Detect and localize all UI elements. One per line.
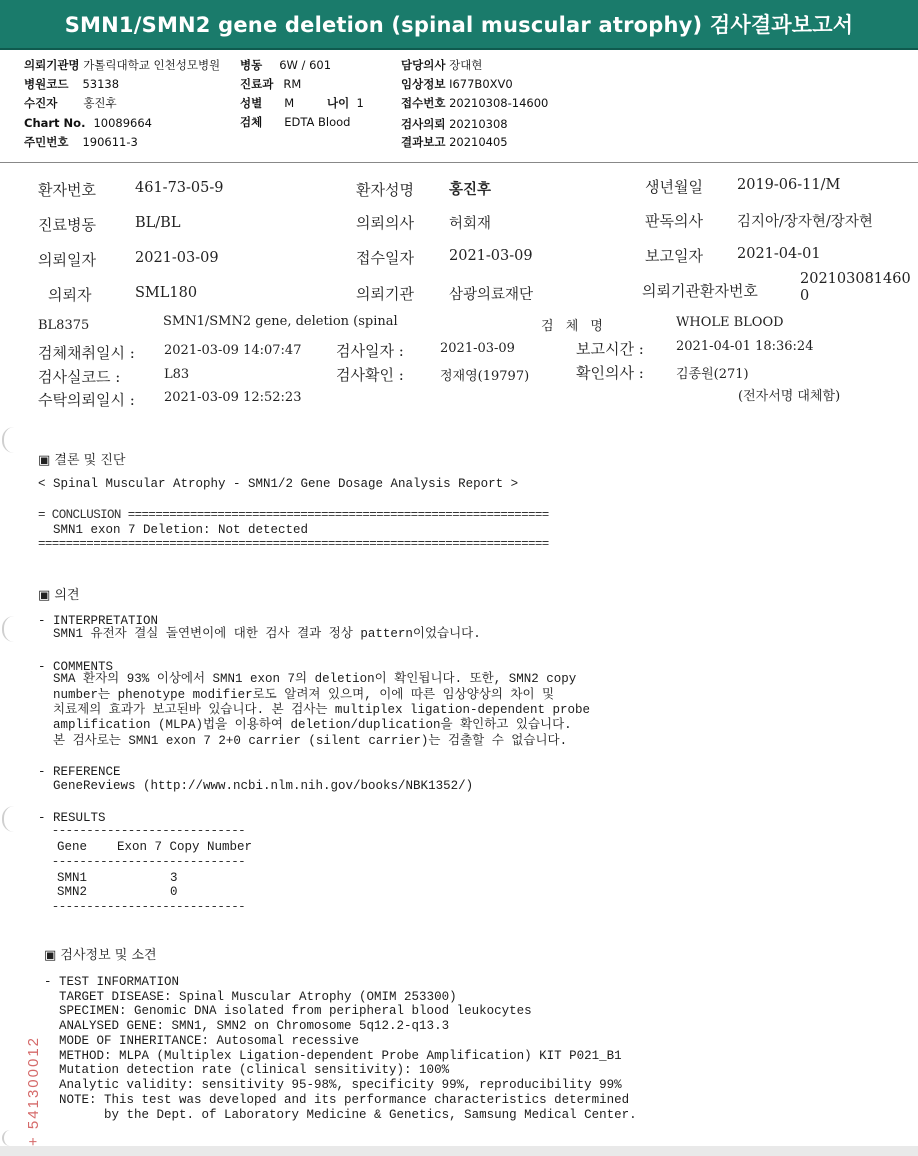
header-field: 의뢰기관명 가톨릭대학교 인천성모병원 <box>24 58 221 72</box>
value-patient-no: 461-73-05-9 <box>135 180 224 196</box>
test-info-line: ANALYSED GENE: SMN1, SMN2 on Chromosome 5q12.2-q13.3 <box>44 1019 450 1033</box>
test-info-line: Analytic validity: sensitivity 95-98%, specificity 99%, reproducibility 99% <box>44 1078 622 1092</box>
test-info-label: - TEST INFORMATION <box>44 975 180 989</box>
header-field: 담당의사 장대현 <box>401 58 483 72</box>
test-info-line: SPECIMEN: Genomic DNA isolated from peripheral blood leukocytes <box>44 1004 532 1018</box>
value-patient-name: 홍진후 <box>449 181 492 198</box>
value-reading-doctor: 김지아/장자현/장자현 <box>737 214 873 230</box>
label-report-time: 보고시간 : <box>576 340 644 358</box>
label-confirm-doctor: 확인의사 : <box>576 364 644 382</box>
value-requester: SML180 <box>135 285 198 301</box>
value-lab-code: L83 <box>164 367 190 382</box>
value-confirm-doctor: 김종원(271) <box>676 367 749 382</box>
value-institution-patient-no-cont: 0 <box>800 288 810 304</box>
label-institution: 의뢰기관 <box>356 285 414 303</box>
value-test-confirm: 정재영(19797) <box>440 369 530 384</box>
test-info-line: by the Dept. of Laboratory Medicine & Genetics, Samsung Medical Center. <box>44 1108 637 1122</box>
value-institution: 삼광의료재단 <box>449 287 534 303</box>
results-gene: SMN2 <box>57 885 88 899</box>
report-title: SMN1/SMN2 gene deletion (spinal muscular atrophy) 검사결과보고서 <box>64 13 854 37</box>
value-receipt-date: 2021-03-09 <box>449 248 533 264</box>
header-field: 접수번호 20210308-14600 <box>401 96 549 110</box>
header-field: Chart No. 10089664 <box>24 116 152 130</box>
results-separator: ---------------------------- <box>38 824 246 838</box>
label-referring-doctor: 의뢰의사 <box>356 214 414 232</box>
results-separator: ---------------------------- <box>38 900 246 914</box>
conclusion-heading: ▣ 결론 및 진단 <box>38 453 126 468</box>
opinion-heading: ▣ 의견 <box>38 588 80 603</box>
value-report-date: 2021-04-01 <box>737 246 821 262</box>
side-serial-text: + 541300012 <box>25 1035 42 1146</box>
report-title-bar <box>0 0 918 50</box>
label-patient-name: 환자성명 <box>356 181 414 199</box>
header-field: 병원코드 53138 <box>24 77 120 91</box>
specimen-value: WHOLE BLOOD <box>676 315 784 330</box>
punch-hole-mark <box>2 616 16 642</box>
label-reading-doctor: 판독의사 <box>645 212 703 230</box>
label-report-date: 보고일자 <box>645 247 703 265</box>
value-test-date: 2021-03-09 <box>440 341 515 356</box>
reference-text: GeneReviews (http://www.ncbi.nlm.nih.gov/books/NBK1352/) <box>38 779 474 793</box>
value-referring-doctor: 허회재 <box>449 216 492 232</box>
header-field: 수진자 홍진후 <box>24 96 117 110</box>
value-ward: BL/BL <box>135 215 181 231</box>
test-info-line: MODE OF INHERITANCE: Autosomal recessive <box>44 1034 360 1048</box>
results-copy: 0 <box>170 885 178 899</box>
test-info-line: Mutation detection rate (clinical sensitivity): 100% <box>44 1063 450 1077</box>
value-consign-time: 2021-03-09 12:52:23 <box>164 390 302 405</box>
label-patient-no: 환자번호 <box>38 181 96 199</box>
comments-line: SMA 환자의 93% 이상에서 SMN1 exon 7의 deletion이 확인됩니다. 또한, SMN2 copy <box>38 672 577 686</box>
label-ward: 진료병동 <box>38 216 96 234</box>
value-collection-time: 2021-03-09 14:07:47 <box>164 343 302 358</box>
results-separator: ---------------------------- <box>38 855 246 869</box>
header-field: 임상정보 I677B0XV0 <box>401 77 513 91</box>
label-lab-code: 검사실코드 : <box>38 368 121 386</box>
label-test-date: 검사일자 : <box>336 342 404 360</box>
comments-line: number는 phenotype modifier로도 알려져 있으며, 이에 따른 임상양상의 차이 및 <box>38 688 555 702</box>
specimen-label: 검 체 명 <box>541 319 607 334</box>
conclusion-line: ========================================================================== <box>38 537 549 551</box>
reference-label: - REFERENCE <box>38 765 121 779</box>
results-label: - RESULTS <box>38 811 106 825</box>
header-field: 검사의뢰 20210308 <box>401 117 508 131</box>
conclusion-line: = CONCLUSION ============================================================= <box>38 508 549 522</box>
label-request-date: 의뢰일자 <box>38 251 96 269</box>
test-info-line: TARGET DISEASE: Spinal Muscular Atrophy (OMIM 253300) <box>44 990 457 1004</box>
results-copy: 3 <box>170 871 178 885</box>
test-code: BL8375 <box>38 318 90 333</box>
label-collection-time: 검체채취일시 : <box>38 344 135 362</box>
comments-line: 치료제의 효과가 보고된바 있습니다. 본 검사는 multiplex ligation-dependent probe <box>38 703 590 717</box>
label-requester: 의뢰자 <box>48 286 92 304</box>
header-field: 결과보고 20210405 <box>401 135 508 149</box>
header-field: 주민번호 190611-3 <box>24 135 138 149</box>
side-serial-number <box>22 1012 44 1146</box>
punch-hole-mark <box>2 427 16 453</box>
header-divider <box>0 162 918 163</box>
value-institution-patient-no: 202103081460 <box>800 271 911 287</box>
results-header-gene: Gene <box>57 840 88 854</box>
label-birthdate: 생년월일 <box>645 178 703 196</box>
comments-label: - COMMENTS <box>38 660 114 674</box>
value-report-time: 2021-04-01 18:36:24 <box>676 339 814 354</box>
results-header-copy: Exon 7 Copy Number <box>117 840 253 854</box>
label-receipt-date: 접수일자 <box>356 249 414 267</box>
punch-hole-mark <box>2 806 16 832</box>
interpretation-label: - INTERPRETATION <box>38 614 159 628</box>
test-name: SMN1/SMN2 gene, deletion (spinal <box>163 314 398 329</box>
label-consign-time: 수탁의뢰일시 : <box>38 391 135 409</box>
page-bottom-margin <box>0 1146 918 1156</box>
punch-hole-mark <box>2 1130 16 1146</box>
results-gene: SMN1 <box>57 871 88 885</box>
test-info-heading: ▣ 검사정보 및 소견 <box>44 948 157 963</box>
value-request-date: 2021-03-09 <box>135 250 219 266</box>
interpretation-text: SMN1 유전자 결실 돌연변이에 대한 검사 결과 정상 pattern이었습니다. <box>38 627 481 641</box>
test-info-line: METHOD: MLPA (Multiplex Ligation-dependent Probe Amplification) KIT P021_B1 <box>44 1049 622 1063</box>
label-institution-patient-no: 의뢰기관환자번호 <box>642 282 758 300</box>
label-test-confirm: 검사확인 : <box>336 366 404 384</box>
comments-line: 본 검사로는 SMN1 exon 7 2+0 carrier (silent carrier)는 검출할 수 없습니다. <box>38 734 568 748</box>
header-field: 성별 M <box>240 96 295 110</box>
esign-note: (전자서명 대체함) <box>738 389 841 404</box>
comments-line: amplification (MLPA)법을 이용하여 deletion/duplication을 확인하고 있습니다. <box>38 718 572 732</box>
report-title-line: < Spinal Muscular Atrophy - SMN1/2 Gene Dosage Analysis Report > <box>38 477 519 491</box>
conclusion-result: SMN1 exon 7 Deletion: Not detected <box>38 523 309 537</box>
test-info-line: NOTE: This test was developed and its performance characteristics determined <box>44 1093 630 1107</box>
header-field: 진료과 RM <box>240 77 302 91</box>
header-field: 병동 6W / 601 <box>240 58 332 72</box>
header-field-age: 나이 1 <box>327 96 364 110</box>
value-birthdate: 2019-06-11/M <box>737 177 841 193</box>
header-field: 검체 EDTA Blood <box>240 115 351 129</box>
